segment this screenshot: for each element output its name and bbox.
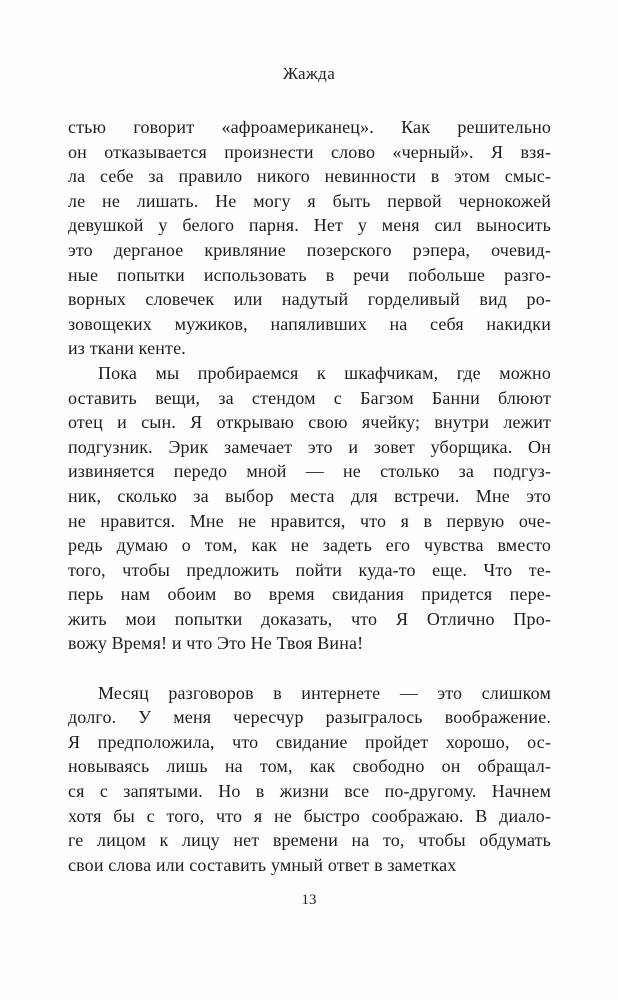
text-line: ные попытки использовать в речи побольше разго- <box>68 264 551 285</box>
text-line: Месяц разговоров в интернете — это слишком <box>98 682 551 703</box>
text-line: жить мои попытки доказать, что Я Отлично Про- <box>68 608 551 629</box>
text-line: хотя бы с того, что я не быстро соображаю. В диало- <box>68 805 551 826</box>
paragraph <box>68 681 551 878</box>
text-line: ся с запятыми. Но в жизни все по-другому. Начнем <box>68 781 551 802</box>
text-line: редь думаю о том, как не задеть его чувства вместо <box>68 535 551 556</box>
text-line: подгузник. Эрик замечает это и зовет уборщика. Он <box>68 436 551 457</box>
paragraph <box>68 115 551 361</box>
text-block <box>68 115 551 877</box>
text-line: новываясь лишь на том, как свободно он обращал- <box>68 756 551 777</box>
text-line: он отказывается произнести слово «черный». Я взя- <box>68 141 551 162</box>
text-line: отец и сын. Я открываю свою ячейку; внутри лежит <box>68 412 551 433</box>
text-line: извиняется передо мной — не столько за подгуз- <box>68 461 551 482</box>
text-line: Пока мы пробираемся к шкафчикам, где можно <box>98 362 551 383</box>
page-number: 13 <box>301 892 317 908</box>
text-line: ге лицом к лицу нет времени на то, чтобы обдумать <box>68 830 551 851</box>
text-line: ник, сколько за выбор места для встречи. Мне это <box>68 485 551 506</box>
text-line: перь нам обоим во время свидания придется пере- <box>68 584 551 605</box>
text-line: из ткани кенте. <box>68 338 186 359</box>
text-line: свои слова или составить умный ответ в заметках <box>68 854 457 875</box>
text-line: не нравится. Мне не нравится, что я в первую оче- <box>68 510 551 531</box>
running-head: Жажда <box>282 64 336 83</box>
text-line: ла себе за правило никого невинности в этом смыс- <box>68 166 551 187</box>
text-line: оставить вещи, за стендом с Багзом Банни блюют <box>68 387 551 408</box>
text-line: зовощеких мужиков, напяливших на себя накидки <box>68 313 551 334</box>
text-line: того, чтобы предложить пойти куда-то еще. Что те- <box>68 559 551 580</box>
paragraph <box>68 361 551 656</box>
text-line: ворных словечек или надутый горделивый вид ро- <box>68 289 551 310</box>
text-line: это дерганое кривляние позерского рэпера, очевид- <box>68 239 551 260</box>
text-line: Я предположила, что свидание пройдет хорошо, ос- <box>68 731 551 752</box>
text-line: стью говорит «афроамериканец». Как решительно <box>68 117 551 137</box>
text-line: ле не лишать. Не могу я быть первой чернокожей <box>68 190 551 211</box>
text-line: девушкой у белого парня. Нет у меня сил выносить <box>68 215 551 236</box>
text-line: долго. У меня чересчур разыгралось воображение. <box>68 707 551 728</box>
text-line: вожу Время! и что Это Не Твоя Вина! <box>68 633 364 654</box>
